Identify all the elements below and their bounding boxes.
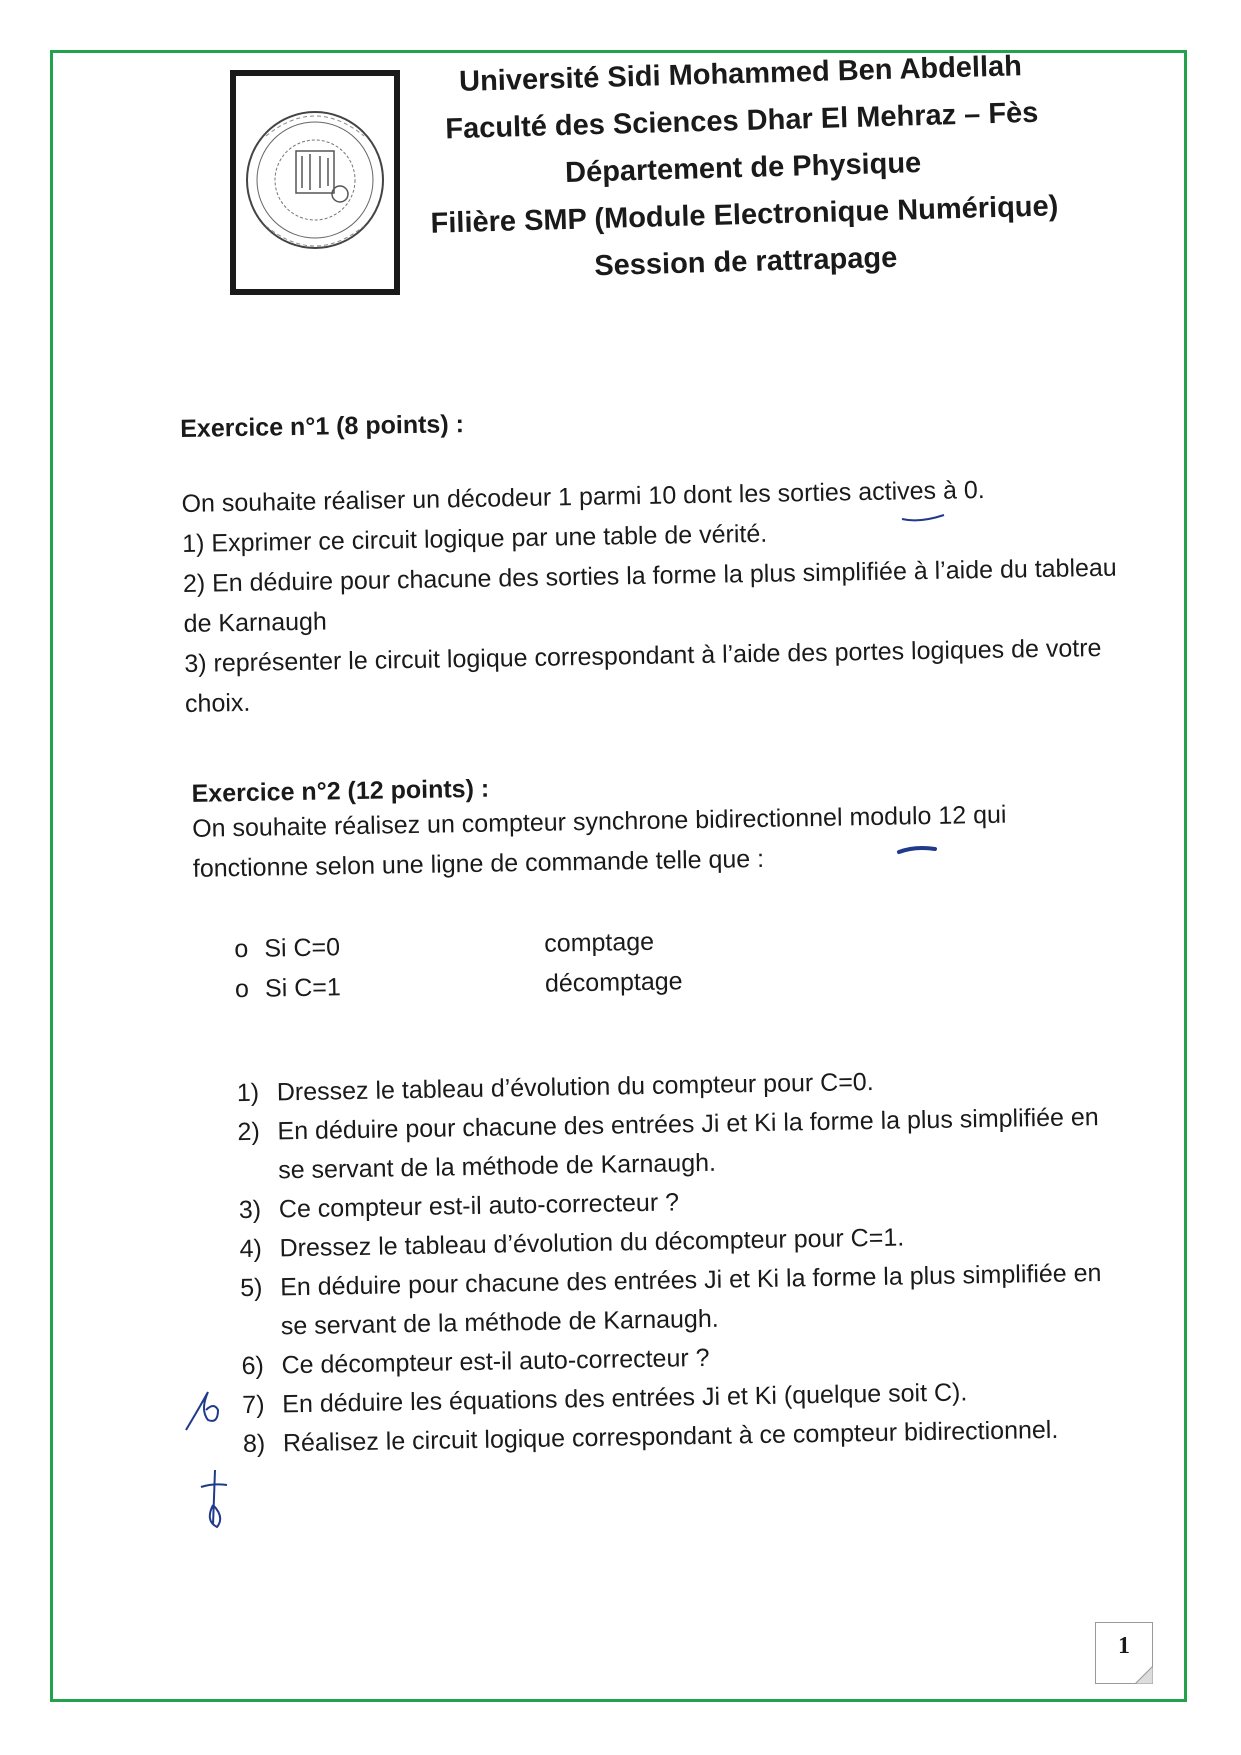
program-name: Filière SMP (Module Electronique Numérique) [430,190,1059,240]
session-name: Session de rattrapage [593,241,898,283]
page-fold-icon [1135,1666,1153,1684]
page-number: 1 [1118,1633,1130,1659]
question-text: En déduire pour chacune des entrées Ji et Ki la forme la plus simplifiée en se servant de la méthode de Karnaugh. [279,1259,1102,1341]
question-number: 6) [241,1351,265,1381]
option-condition: Si C=1 [264,972,341,1003]
question-text: Dressez le tableau d’évolution du compteur pour C=0. [276,1067,874,1107]
handwritten-underline-zero [900,505,950,525]
option-mode: décomptage [544,966,683,998]
exercise-2-intro: On souhaite réalisez un compteur synchrone bidirectionnel modulo 12 qui fonctionne selon une ligne de commande telle que : [191,800,1007,883]
option-bullet: o [234,974,250,1003]
question-text: Ce compteur est-il auto-correcteur ? [278,1188,680,1224]
exercise-1 [180,399,1125,724]
option-condition: Si C=0 [264,932,341,963]
option-mode: comptage [544,927,655,958]
faculty-name: Faculté des Sciences Dhar El Mehraz – Fès [444,96,1039,146]
question-number: 8) [242,1429,266,1459]
question-number: 3) [238,1195,262,1225]
option-bullet: o [234,934,249,963]
handwritten-underline-twelve [895,840,945,860]
exercise-1-question-3: 3) représenter le circuit logique correspondant à l’aide des portes logiques de votre choix. [184,633,1102,718]
command-options [234,921,683,1009]
department-name: Département de Physique [564,147,922,189]
question-text: Dressez le tableau d’évolution du décompteur pour C=1. [279,1223,905,1263]
question-number: 7) [242,1390,265,1420]
university-name: Université Sidi Mohammed Ben Abdellah [458,50,1023,98]
option-row [235,961,683,1009]
question-text: En déduire les équations des entrées Ji et Ki (quelque soit C). [282,1378,968,1419]
exercise-2-questions [237,1059,1124,1464]
exercise-1-question-2: 2) En déduire pour chacune des sorties la forme la plus simplifiée à l’aide du tableau de Karnaugh [182,553,1117,638]
university-seal-logo [230,70,400,295]
handwritten-mark-8 [195,1465,240,1535]
exercise-2 [191,764,1128,889]
question-text: Réalisez le circuit logique correspondant à ce compteur bidirectionnel. [282,1415,1059,1458]
exercise-1-intro: On souhaite réaliser un décodeur 1 parmi 10 dont les sorties actives à 0. [181,475,985,518]
exercise-1-question-1: 1) Exprimer ce circuit logique par une table de vérité. [182,519,768,558]
question-text: En déduire pour chacune des entrées Ji et Ki la forme la plus simplifiée en se servant de la méthode de Karnaugh. [277,1103,1099,1185]
question-text: Ce décompteur est-il auto-correcteur ? [281,1343,710,1380]
question-number: 5) [240,1273,263,1303]
handwritten-mark-6 [178,1380,233,1440]
header [420,42,1066,295]
question-number: 1) [236,1078,260,1108]
exercise-2-title: Exercice n°2 (12 points) : [191,774,490,808]
question-number: 2) [237,1117,260,1147]
exercise-1-title: Exercice n°1 (8 points) : [180,410,465,443]
question-number: 4) [239,1234,263,1264]
page-number-badge [1095,1622,1153,1684]
